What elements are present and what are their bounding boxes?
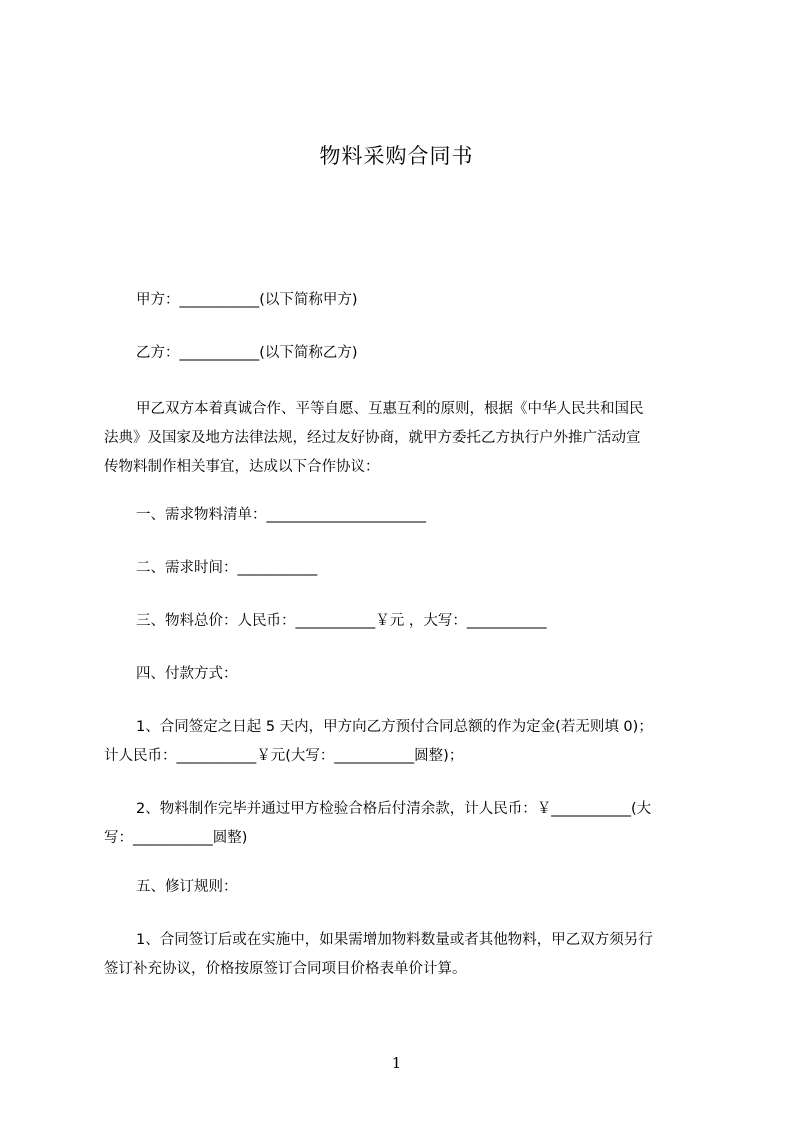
payment-clause-1 bbox=[104, 713, 704, 771]
preamble-line-3: 传物料制作相关事宜，达成以下合作协议： bbox=[104, 459, 380, 475]
payment-clause-2 bbox=[104, 795, 704, 853]
section-payment-method: 四、付款方式： bbox=[136, 666, 238, 682]
payment-clause-2-line-1: 2、物料制作完毕并通过甲方检验合格后付清余款，计人民币：￥___________(大 bbox=[136, 801, 652, 817]
preamble-paragraph bbox=[104, 395, 704, 482]
section-total-price: 三、物料总价：人民币：___________￥元 ，大写：___________ bbox=[136, 613, 547, 629]
section-revision-rules: 五、修订规则： bbox=[136, 879, 238, 895]
section-required-time: 二、需求时间：___________ bbox=[136, 560, 318, 576]
payment-clause-1-line-1: 1、合同签定之日起 5 天内，甲方向乙方预付合同总额的作为定金(若无则填 0)； bbox=[136, 719, 653, 735]
section-materials-list: 一、需求物料清单：______________________ bbox=[136, 507, 426, 523]
preamble-line-1: 甲乙双方本着真诚合作、平等自愿、互惠互利的原则，根据《中华人民共和国民 bbox=[136, 401, 644, 417]
revision-clause-1-line-1: 1、合同签订后或在实施中，如果需增加物料数量或者其他物料，甲乙双方须另行 bbox=[136, 932, 653, 948]
party-b-line: 乙方：___________(以下简称乙方) bbox=[136, 345, 358, 361]
payment-clause-1-line-2: 计人民币：___________￥元(大写：___________圆整)； bbox=[104, 748, 464, 764]
document-title: 物料采购合同书 bbox=[319, 144, 474, 168]
page-number: 1 bbox=[391, 1054, 402, 1072]
revision-clause-1-line-2: 签订补充协议，价格按原签订合同项目价格表单价计算。 bbox=[104, 961, 467, 977]
payment-clause-2-line-2: 写：___________圆整) bbox=[104, 830, 248, 846]
preamble-line-2: 法典》及国家及地方法律法规，经过友好协商，就甲方委托乙方执行户外推广活动宣 bbox=[104, 430, 641, 446]
party-a-line: 甲方：___________(以下简称甲方) bbox=[136, 292, 358, 308]
revision-clause-1 bbox=[104, 926, 704, 984]
